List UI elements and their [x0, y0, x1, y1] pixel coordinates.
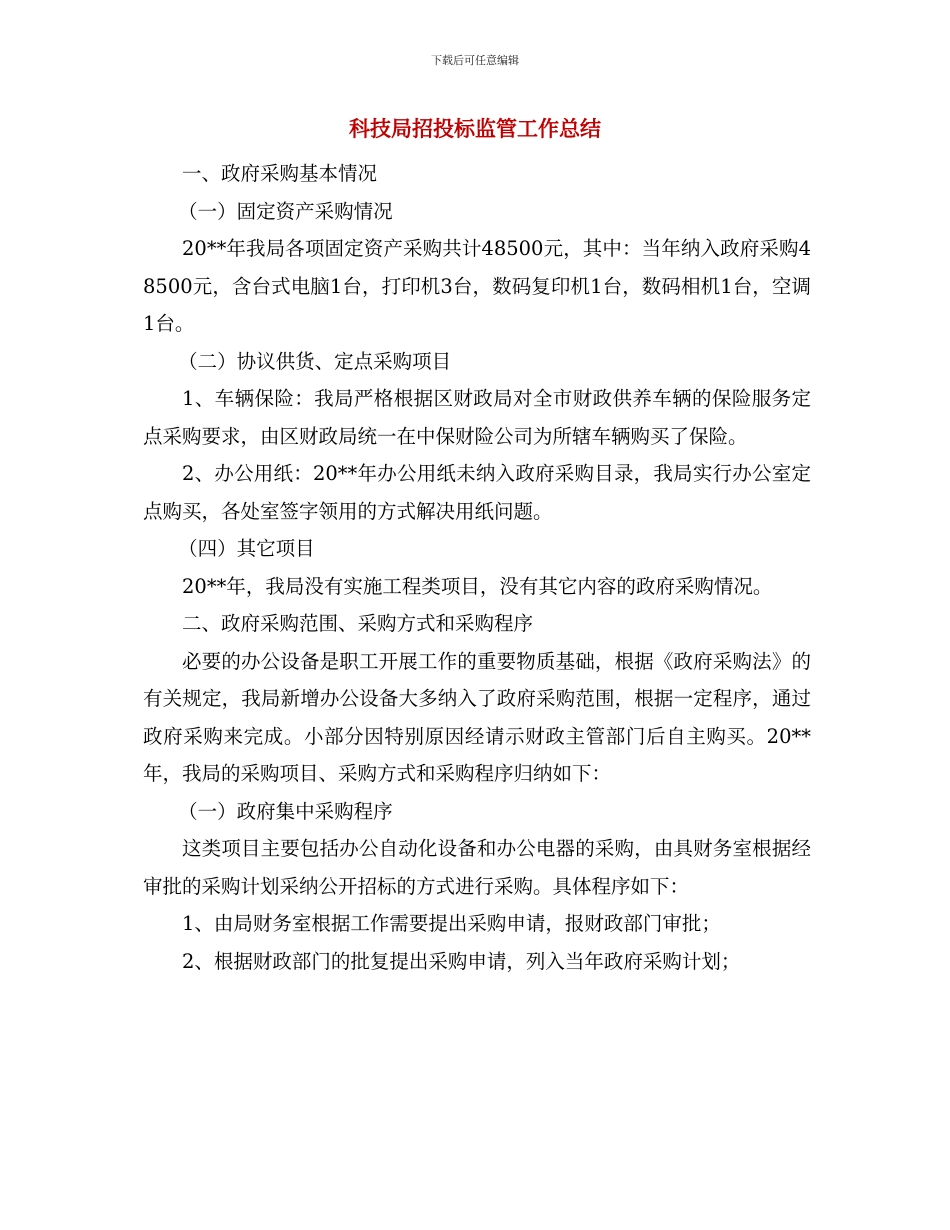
section-heading-2: 二、政府采购范围、采购方式和采购程序 [182, 612, 534, 635]
procedure-step-1: 1、由局财务室根据工作需要提出采购申请，报财政部门审批； [182, 912, 721, 935]
section-heading-1: 一、政府采购基本情况 [182, 162, 378, 185]
paragraph-office-paper: 2、办公用纸：20**年办公用纸未纳入政府采购目录，我局实行办公室定点购买，各处室签字领用的方式解决用纸问题。 [143, 462, 811, 523]
paragraph-centralized-items: 这类项目主要包括办公自动化设备和办公电器的采购，由具财务室根据经审批的采购计划采纳公开招标的方式进行采购。具体程序如下： [143, 837, 811, 898]
header-note: 下载后可任意编辑 [431, 54, 519, 67]
paragraph-other-projects: 20**年，我局没有实施工程类项目，没有其它内容的政府采购情况。 [182, 574, 773, 598]
paragraph-fixed-assets: 20**年我局各项固定资产采购共计48500元，其中：当年纳入政府采购48500元，含台式电脑1台，打印机3台，数码复印机1台，数码相机1台，空调1台。 [143, 237, 811, 335]
subsection-heading-other: （四）其它项目 [178, 537, 315, 560]
document-body [143, 155, 811, 980]
subsection-heading-agreement-supply: （二）协议供货、定点采购项目 [178, 349, 452, 373]
paragraph-procurement-scope: 必要的办公设备是职工开展工作的重要物质基础，根据《政府采购法》的有关规定，我局新增办公设备大多纳入了政府采购范围，根据一定程序，通过政府采购来完成。小部分因特别原因经请示财政主管部门后自主购买。20**年，我局的采购项目、采购方式和采购程序归纳如下： [143, 649, 811, 785]
procedure-step-2: 2、根据财政部门的批复提出采购申请，列入当年政府采购计划； [182, 949, 741, 973]
document-title: 科技局招投标监管工作总结 [349, 117, 601, 141]
paragraph-vehicle-insurance: 1、车辆保险：我局严格根据区财政局对全市财政供养车辆的保险服务定点采购要求，由区财政局统一在中保财险公司为所辖车辆购买了保险。 [143, 387, 811, 448]
subsection-heading-fixed-assets: （一）固定资产采购情况 [178, 199, 393, 223]
subsection-heading-centralized: （一）政府集中采购程序 [178, 799, 393, 823]
